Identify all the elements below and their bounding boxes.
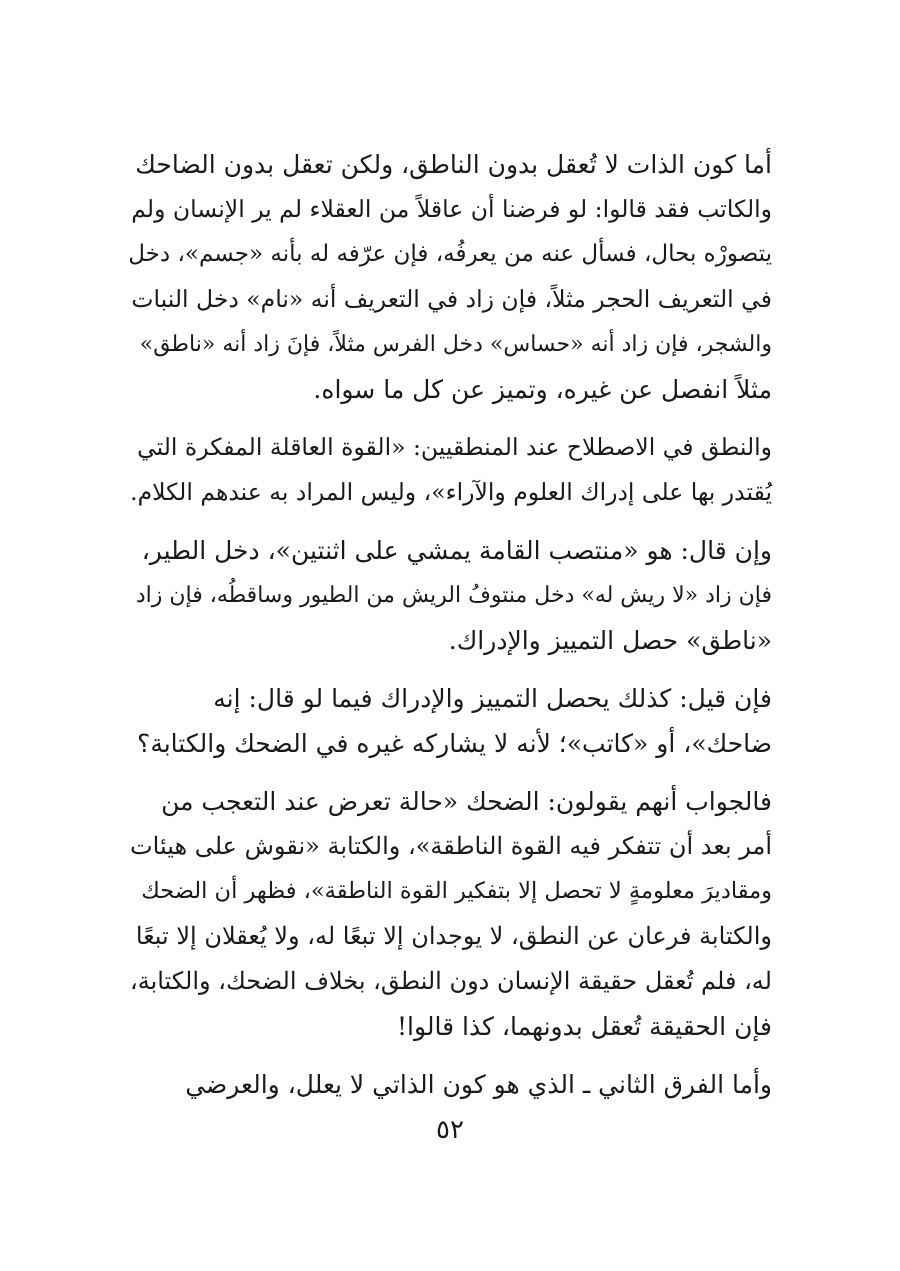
page-number: ٥٢ (436, 1115, 464, 1145)
text-line: يُقتدر بها على إدراك العلوم والآراء»، وليس المراد به عندهم الكلام. (130, 478, 772, 506)
text-line: فإن قيل: كذلك يحصل التمييز والإدراك فيما لو قال: إنه (213, 684, 772, 713)
paragraph-2 (128, 425, 772, 515)
text-line: أمر بعد أن تتفكر فيه القوة الناطقة»، والكتابة «نقوش على هيئات (130, 832, 772, 860)
paragraph-5 (128, 779, 772, 1049)
paragraph-6 (128, 1062, 772, 1107)
text-line: والنطق في الاصطلاح عند المنطقيين: «القوة العاقلة المفكرة التي (137, 433, 772, 461)
text-line: له، فلم تُعقل حقيقة الإنسان دون النطق، بخلاف الضحك، والكتابة، (129, 967, 772, 995)
text-line: ومقاديرَ معلومةٍ لا تحصل إلا بتفكير القوة الناطقة»، فظهر أن الضحك (141, 878, 772, 904)
paragraph-3 (128, 528, 772, 663)
text-line: وأما الفرق الثاني ـ الذي هو كون الذاتي لا يعلل، والعرضي (185, 1070, 772, 1099)
text-line: وإن قال: هو «منتصب القامة يمشي على اثنتين»، دخل الطير، (141, 536, 772, 565)
text-line: والكاتب فقد قالوا: لو فرضنا أن عاقلاً من العقلاء لم ير الإنسان ولم (131, 195, 772, 223)
text-line: أما كون الذات لا تُعقل بدون الناطق، ولكن تعقل بدون الضاحك (135, 150, 772, 179)
text-line: مثلاً انفصل عن غيره، وتميز عن كل ما سواه. (313, 375, 772, 404)
text-line: ضاحك»، أو «كاتب»؛ لأنه لا يشاركه غيره في الضحك والكتابة؟ (137, 729, 772, 758)
text-line: فإن زاد «لا ريش له» دخل منتوفُ الريش من الطيور وساقطُه، فإن زاد (135, 583, 772, 608)
text-line: والشجر، فإن زاد أنه «حساس» دخل الفرس مثلاً، فإنَ زاد أنه «ناطق» (139, 332, 772, 357)
text-line: فالجواب أنهم يقولون: الضحك «حالة تعرض عند التعجب من (161, 787, 772, 816)
text-line: في التعريف الحجر مثلاً، فإن زاد في التعريف أنه «نام» دخل النبات (131, 285, 772, 313)
text-line: والكتابة فرعان عن النطق، لا يوجدان إلا تبعًا له، ولا يُعقلان إلا تبعًا (135, 922, 772, 950)
body-text (128, 142, 772, 1120)
text-line: فإن الحقيقة تُعقل بدونهما، كذا قالوا! (396, 1012, 772, 1041)
text-line: يتصورْه بحال، فسأل عنه من يعرفُه، فإن عرّفه له بأنه «جسم»، دخل (128, 241, 772, 267)
text-line: «ناطق» حصل التمييز والإدراك. (448, 626, 772, 655)
paragraph-4 (128, 676, 772, 766)
paragraph-1 (128, 142, 772, 412)
